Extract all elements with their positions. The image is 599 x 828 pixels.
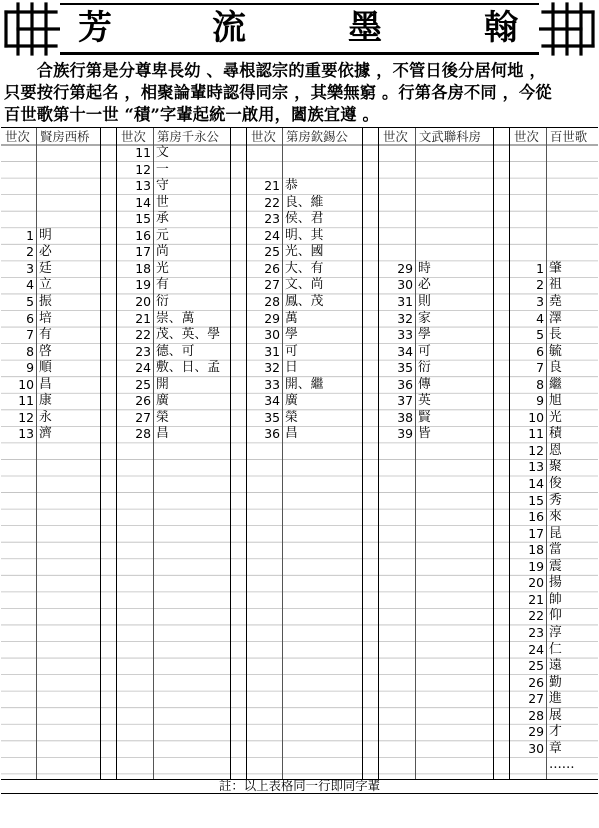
generation-name: 恭 [285,178,298,194]
generation-number: 1 [536,260,544,276]
branch-header: 第房欽錫公 [286,129,348,144]
generation-name: 昌 [39,376,52,392]
generation-number: 12 [135,161,151,177]
generation-name: 澤 [549,310,562,326]
generation-number: 10 [528,409,544,425]
generation-name: 日 [285,360,298,376]
generation-name: 光 [156,260,169,276]
generation-number: 12 [528,442,544,458]
generation-name: 萬 [285,310,298,326]
generation-number: 5 [26,293,34,309]
generation-number: 23 [264,211,280,227]
generation-number: 25 [135,376,151,392]
generation-number: 12 [18,409,34,425]
generation-number: 7 [536,360,544,376]
table-group [379,128,510,779]
generation-number: 18 [528,542,544,558]
generation-number: 17 [528,525,544,541]
generation-name: 開、繼 [285,376,324,392]
generation-table [1,127,598,780]
generation-number: 20 [135,293,151,309]
generation-name: 順 [39,360,52,376]
column-separator [100,128,117,779]
generation-name: 才 [549,724,562,740]
generation-number: 28 [528,707,544,723]
generation-name: 啓 [39,343,52,359]
generation-name: 揚 [549,575,562,591]
generation-number: 32 [397,310,413,326]
generation-name: 文、尚 [285,277,324,293]
generation-number: 24 [528,641,544,657]
table-group [117,128,247,779]
generation-name: 培 [39,310,52,326]
generation-name: 展 [549,707,562,723]
generation-name: 昆 [549,525,562,541]
intro-line: 只要按行第起名 ，相聚論輩時認得同宗 ，其樂無窮 。行第各房不同 ，今從 [4,83,552,102]
generation-number: 14 [528,476,544,491]
generation-column [1,128,37,779]
generation-number: 21 [135,310,151,326]
branch-header: 百世歌 [550,129,588,144]
generation-name: 光 [549,409,562,425]
generation-name: 明、其 [285,227,324,243]
generation-name: 繼 [549,376,562,392]
title-char: 翰 [484,8,518,48]
generation-name: 毓 [549,343,562,359]
branch-header: 賢房西桥 [40,129,90,144]
generation-number: 2 [536,277,544,293]
generation-name: 賢 [418,409,431,425]
generation-number: 31 [397,293,413,309]
generation-number: 9 [536,393,544,409]
generation-name: 大、有 [285,260,324,276]
generation-number: 30 [397,277,413,293]
generation-name: 遠 [549,658,562,674]
generation-number: 9 [26,360,34,376]
generation-number: 22 [528,608,544,624]
generation-number: 36 [397,376,413,392]
generation-number: 20 [528,575,544,591]
title-char: 芳 [78,8,112,48]
title-banner [0,0,599,58]
generation-name: 祖 [549,277,562,293]
generation-name: 震 [549,558,562,574]
generation-name: 肇 [549,260,562,276]
generation-number: 36 [264,426,280,442]
generation-number: 34 [264,393,280,409]
generation-number: 19 [528,558,544,574]
generation-name: 來 [549,509,562,525]
generation-header: 世次 [5,129,30,144]
generation-name: 旭 [549,393,562,409]
generation-number: 26 [528,674,544,690]
generation-name: 廷 [39,260,52,276]
generation-name: 積 [549,426,562,442]
generation-number: 11 [18,393,34,409]
generation-number: 38 [397,409,413,425]
generation-number: 29 [397,260,413,276]
generation-number: 39 [397,426,413,442]
generation-name: 濟 [39,426,52,442]
generation-number: 8 [536,376,544,392]
generation-number: 33 [397,327,413,343]
generation-number: 3 [26,260,34,276]
generation-name: 昌 [156,426,169,442]
generation-name: 恩 [549,442,562,458]
generation-number: 27 [135,409,151,425]
intro-line: 百世歌第十一世 “積”字輩起統一啟用，闔族宜遵 。 [4,105,379,124]
intro-line: 合族行第是分尊卑長幼 、尋根認宗的重要依據 ，不管日後分居何地 ， [4,61,546,80]
generation-header: 世次 [383,129,408,144]
generation-name: 明 [39,227,52,243]
generation-name: 長 [549,327,562,343]
generation-number: 29 [264,310,280,326]
generation-name: 淳 [549,624,562,640]
table-group [510,128,598,779]
generation-name: 有 [156,277,169,293]
generation-number: 24 [264,227,280,243]
generation-number: 1 [26,227,34,243]
generation-name: 皆 [418,426,431,442]
fret-ornament-icon [2,2,60,56]
generation-name: 良 [549,360,562,376]
generation-number: 13 [135,178,151,194]
generation-name: 則 [418,293,431,309]
generation-name: 承 [156,211,169,227]
generation-name: 進 [549,691,562,707]
table-group [1,128,117,779]
generation-number: 26 [135,393,151,409]
generation-name: 榮 [285,409,298,425]
generation-number: 13 [528,459,544,475]
column-separator [230,128,247,779]
generation-column [379,128,416,779]
generation-name: 立 [39,277,52,293]
title-char: 墨 [348,8,382,48]
generation-number: 30 [528,740,544,756]
generation-name: 光、國 [285,244,324,260]
generation-number: 16 [135,227,151,243]
generation-name: 榮 [156,409,169,425]
generation-name: 帥 [549,591,562,607]
intro-paragraph [4,60,596,126]
generation-number: 25 [528,658,544,674]
column-separator [362,128,379,779]
generation-name: 學 [285,327,298,343]
generation-number: 35 [397,360,413,376]
generation-name: 永 [39,409,52,425]
generation-number: 23 [135,343,151,359]
generation-name: 敷、日、孟 [156,360,220,376]
generation-name: 德、可 [156,343,195,359]
generation-name: 振 [39,293,52,309]
generation-name: 勤 [549,674,562,690]
generation-name: …… [549,757,575,773]
generation-name: 必 [418,277,431,293]
generation-name: 守 [156,178,169,194]
generation-number: 14 [135,194,151,210]
generation-number: 37 [397,393,413,409]
generation-number: 18 [135,260,151,276]
generation-number: 6 [536,343,544,359]
generation-header: 世次 [514,129,539,144]
generation-number: 8 [26,343,34,359]
title-char: 流 [212,8,246,48]
generation-name: 堯 [549,293,562,309]
generation-number: 31 [264,343,280,359]
generation-name: 仁 [549,641,562,657]
generation-number: 10 [18,376,34,392]
generation-name: 鳳、茂 [285,293,324,309]
generation-name: 文 [156,145,169,160]
generation-number: 2 [26,244,34,260]
generation-number: 19 [135,277,151,293]
generation-number: 16 [528,509,544,525]
generation-name: 開 [156,376,169,392]
generation-number: 29 [528,724,544,740]
generation-name: 崇、萬 [156,310,195,326]
generation-number: 21 [528,591,544,607]
generation-number: 21 [264,178,280,194]
generation-number: 30 [264,327,280,343]
generation-name: 茂、英、學 [156,327,220,343]
generation-name: 時 [418,260,431,276]
generation-name: 衍 [418,360,431,376]
generation-name: 可 [418,343,431,359]
generation-name: 昌 [285,426,298,442]
generation-number: 15 [528,492,544,508]
generation-number: 26 [264,260,280,276]
branch-header: 第房千永公 [157,129,219,144]
generation-name: 可 [285,343,298,359]
generation-number: 4 [536,310,544,326]
generation-number: 22 [264,194,280,210]
generation-header: 世次 [121,129,146,144]
generation-name: 元 [156,227,169,243]
generation-number: 22 [135,327,151,343]
generation-number: 3 [536,293,544,309]
generation-number: 35 [264,409,280,425]
generation-name: 學 [418,327,431,343]
generation-number: 15 [135,211,151,227]
generation-number: 4 [26,277,34,293]
generation-number: 17 [135,244,151,260]
generation-name: 傳 [418,376,431,392]
generation-name: 家 [418,310,431,326]
generation-number: 7 [26,327,34,343]
generation-name: 侯、君 [285,211,324,227]
generation-name: 必 [39,244,52,260]
generation-name: 尚 [156,244,169,260]
generation-name: 有 [39,327,52,343]
generation-number: 27 [528,691,544,707]
generation-name: 康 [39,393,52,409]
generation-name: 聚 [549,459,562,475]
generation-name: 廣 [285,393,298,409]
generation-number: 23 [528,624,544,640]
table-footnote: 註：以上表格同一行即同字輩 [1,778,598,794]
generation-name: 章 [549,740,562,756]
generation-name: 良、維 [285,194,324,210]
generation-number: 33 [264,376,280,392]
generation-name: 當 [549,542,562,558]
generation-name: 秀 [549,492,562,508]
generation-name: 英 [418,393,431,409]
generation-number: 13 [18,426,34,442]
banner-top-rule [60,3,539,5]
generation-number: 34 [397,343,413,359]
generation-number: 6 [26,310,34,326]
generation-header: 世次 [251,129,276,144]
generation-name: 一 [156,161,169,177]
generation-number: 25 [264,244,280,260]
fret-ornament-icon [539,2,597,56]
generation-number: 11 [528,426,544,442]
generation-number: 28 [135,426,151,442]
branch-header: 文武聯科房 [419,129,481,144]
generation-name: 廣 [156,393,169,409]
generation-name: 仰 [549,608,562,624]
generation-name: 世 [156,194,169,210]
generation-number: 27 [264,277,280,293]
generation-number: 28 [264,293,280,309]
column-separator [493,128,510,779]
generation-name: 俊 [549,476,562,491]
generation-number: 11 [135,145,151,160]
generation-number: 32 [264,360,280,376]
table-group [247,128,379,779]
generation-number: 24 [135,360,151,376]
generation-number: 5 [536,327,544,343]
generation-name: 衍 [156,293,169,309]
banner-bottom-rule [60,52,539,55]
